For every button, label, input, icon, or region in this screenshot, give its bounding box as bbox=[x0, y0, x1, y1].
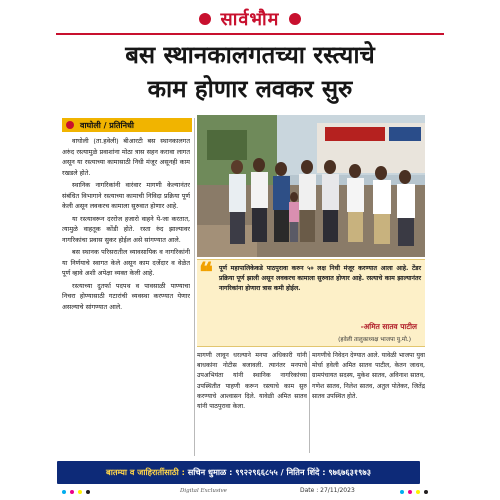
color-registration-mark bbox=[62, 490, 66, 494]
issue-date: Date : 27/11/2023 bbox=[300, 487, 355, 494]
masthead bbox=[160, 8, 340, 30]
paragraph: बस स्थानक परिसरातील व्यावसायिक व नागरिकांनी या निर्णयाचे स्वागत केले असून काम दर्जेदार व वेळेत पूर्ण व्हावे अशी अपेक्षा व्यक्त केली आहे. bbox=[62, 248, 190, 277]
footer-label: बातम्या व जाहिरातींसाठी : bbox=[106, 467, 185, 477]
contact-footer bbox=[57, 461, 420, 484]
color-registration-mark bbox=[70, 490, 74, 494]
quote-mark-icon: ❝ bbox=[199, 258, 213, 288]
headline-line-2: काम होणार लवकर सुरु bbox=[147, 75, 353, 103]
footer-separator: / bbox=[280, 467, 284, 477]
masthead-title: सार्वभौम bbox=[220, 9, 280, 30]
masthead-rule bbox=[56, 33, 444, 35]
color-registration-mark bbox=[416, 490, 420, 494]
quote-author: -अमित सातव पाटील bbox=[360, 322, 417, 331]
footer-contact-1: सचिन धुमाळ : ९९२२९६६८५५ bbox=[187, 467, 278, 477]
paragraph: मागणी लावून धरल्याने मनपा अधिकारी यांनी बाधकांना नोटीस बजावली. त्यानंतर मनपाचे उपअभियंता यांनी स्थानिक नागरिकांच्या उपस्थितीत पाहणी करून रस्त्याचे काम सुरु करण्याचे आश्वासन दिले. यावेळी अमित सातव यांनी पाठपुरावा केला. bbox=[197, 352, 307, 411]
headline-line-1: बस स्थानकालगतच्या रस्त्याचे bbox=[125, 41, 375, 69]
footer-contact-2: नितिन शिंदे : ९७६७६३१९७३ bbox=[286, 467, 371, 477]
quote-text: पूर्ण महापालिकेकडे पाठपुरावा करुन ५० लक्ष निधी मंजूर करण्यात आला आहे. टेंडर प्रक्रिया पूर्ण झाली असून लवकरच कामाला सुरुवात होणार आहे. रस्त्याचे काम झाल्यानंतर नागरिकांना होणारा त्रास कमी होईल. bbox=[219, 265, 421, 292]
paragraph: या रस्त्यावरून दररोज हजारो वाहने ये-जा करतात, त्यामुळे वाहतूक कोंडी होते. रस्ता रुंद झाल्यावर नागरिकांचा प्रवास सुकर होईल असे सांगण्यात आले. bbox=[62, 214, 190, 244]
byline bbox=[62, 118, 192, 132]
masthead-dot-right bbox=[289, 13, 301, 25]
color-registration-mark bbox=[78, 490, 82, 494]
column-divider bbox=[194, 118, 195, 456]
footer-contact-line bbox=[106, 467, 371, 478]
right-text-column bbox=[312, 351, 425, 453]
color-registration-mark bbox=[408, 490, 412, 494]
byline-dot bbox=[66, 121, 74, 129]
paragraph: वाघोली (ता.हवेली) बीआरटी बस स्थानकालगत अरुंद रस्त्यामुळे प्रवाशांना मोठा त्रास सहन करावा लागत असून या रस्त्याच्या कामासाठी निधी मंजूर असूनही काम रखडले होते. bbox=[62, 137, 190, 177]
color-registration-mark bbox=[86, 490, 90, 494]
color-registration-mark bbox=[400, 490, 404, 494]
digital-exclusive-label: Digital Exclusive bbox=[180, 488, 227, 494]
headline bbox=[56, 38, 444, 106]
byline-text: वाघोली / प्रतिनिधी bbox=[80, 120, 134, 130]
paragraph: रस्त्याच्या दुतर्फा पदपथ व पावसाळी पाण्याचा निचरा होण्यासाठी गटारांची व्यवस्था करण्यात येणार असल्याचे सांगण्यात आले. bbox=[62, 281, 190, 311]
column-divider bbox=[309, 351, 310, 453]
news-photo bbox=[197, 115, 425, 257]
paragraph: स्थानिक नागरिकांनी वारंवार मागणी केल्यानंतर संबंधित विभागाने रस्त्याच्या कामाची निविदा प्रक्रिया पूर्ण केली असून लवकरच कामाला सुरुवात होणार आहे. bbox=[62, 181, 190, 210]
quote-author-role: (हवेली तालुकाध्यक्ष भाजपा यु.मो.) bbox=[338, 337, 411, 343]
masthead-dot-left bbox=[199, 13, 211, 25]
paragraph: मागणीचे निवेदन देण्यात आले. यावेळी भाजपा युवा मोर्चा हवेली अमित सातव पाटील, केतन जाधव, ग्रामपंचायत सदस्य, मुकेश सातव, अविनाश सातव, गणेश सातव, निलेश सातव, अतुल पोतेकर, जितेंद्र सातव उपस्थित होते. bbox=[312, 352, 425, 400]
quote-box bbox=[197, 259, 425, 347]
news-photo-illustration bbox=[197, 115, 425, 257]
left-text-column bbox=[62, 136, 190, 454]
middle-text-column bbox=[197, 351, 307, 453]
color-registration-mark bbox=[424, 490, 428, 494]
